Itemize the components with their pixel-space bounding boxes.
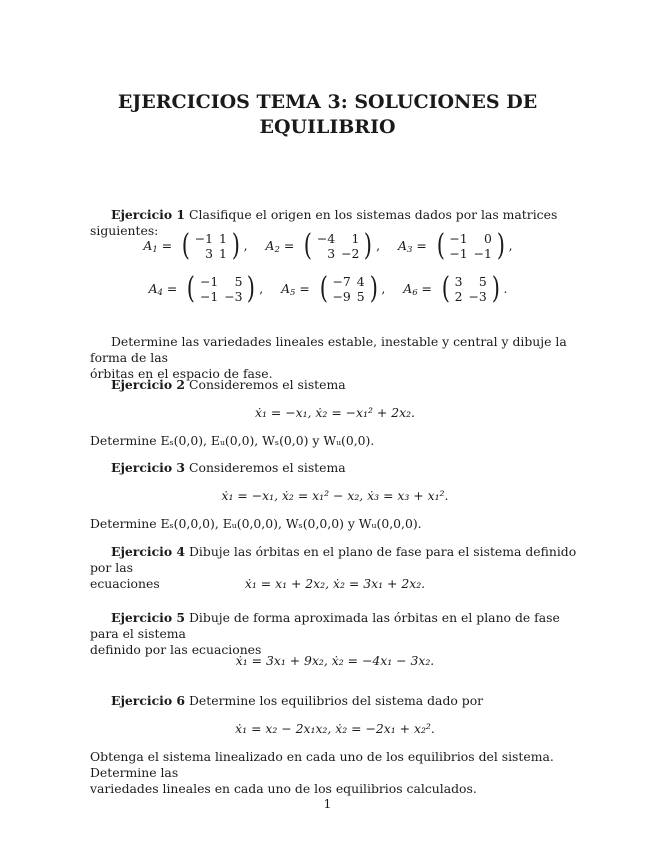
title-line-1: EJERCICIOS TEMA 3: SOLUCIONES DE (117, 91, 538, 113)
exercise-3-determine: Determine Eₛ(0,0,0), Eᵤ(0,0,0), Wₛ(0,0,0) y Wᵤ(0,0,0). (90, 516, 422, 531)
exercise-3-intro: Ejercicio 3 Consideremos el sistema (111, 460, 346, 475)
exercise-3-system: ẋ₁ = −x₁, ẋ₂ = x₁² − x₂, ẋ₃ = x₃ + x₁². (221, 488, 449, 503)
exercise-1-task: Determine las variedades lineales estable, inestable y central y dibuje la forma de las órbitas en el espacio de fase. (90, 334, 567, 381)
matrix-A4: $A_4$ = ( −1 5 −1 −3 ) , (148, 271, 264, 306)
title-line-2: EQUILIBRIO (259, 116, 396, 138)
exercise-2-determine: Determine Eₛ(0,0), Eᵤ(0,0), Wₛ(0,0) y Wᵤ(0,0). (90, 433, 375, 448)
matrix-row-1 (90, 228, 580, 263)
exercise-2-intro: Ejercicio 2 Consideremos el sistema (111, 377, 346, 392)
exercise-2-system: ẋ₁ = −x₁, ẋ₂ = −x₁² + 2x₂. (255, 405, 415, 420)
exercise-2-label: Ejercicio 2 (111, 377, 186, 392)
exercise-5-label: Ejercicio 5 (111, 610, 186, 625)
exercise-3-label: Ejercicio 3 (111, 460, 186, 475)
matrix-A1: $A_1$ = ( −1 1 3 1 ) , (143, 228, 248, 263)
exercise-5-system: ẋ₁ = 3x₁ + 9x₂, ẋ₂ = −4x₁ − 3x₂. (235, 653, 435, 668)
exercise-1-label: Ejercicio 1 (111, 207, 186, 222)
matrix-A2: $A_2$ = ( −4 1 3 −2 ) , (265, 228, 381, 263)
exercise-6-label: Ejercicio 6 (111, 693, 186, 708)
exercise-6-task: Obtenga el sistema linealizado en cada uno de los equilibrios del sistema. Determine las variedades lineales en cada uno de los equilibrios calculados. (90, 749, 554, 796)
matrix-A5: $A_5$ = ( −7 4 −9 5 ) , (281, 271, 386, 306)
exercise-5-intro: Ejercicio 5 Dibuje de forma aproximada las órbitas en el plano de fase para el sistema definido por las ecuaciones (90, 610, 560, 657)
exercise-4-intro: Ejercicio 4 Dibuje las órbitas en el plano de fase para el sistema definido por las ecuaciones (90, 544, 577, 591)
page-number: 1 (323, 796, 332, 811)
exercise-4-system: ẋ₁ = x₁ + 2x₂, ẋ₂ = 3x₁ + 2x₂. (244, 576, 426, 591)
matrix-A6: $A_6$ = ( 3 5 2 −3 ) . (403, 271, 508, 306)
exercise-6-system: ẋ₁ = x₂ − 2x₁x₂, ẋ₂ = −2x₁ + x₂². (235, 721, 435, 736)
exercise-4-label: Ejercicio 4 (111, 544, 186, 559)
exercise-6-intro: Ejercicio 6 Determine los equilibrios del sistema dado por (111, 693, 484, 708)
matrix-row-2 (90, 271, 580, 306)
exercise-1-text: Clasifique el origen en los sistemas dados por las matrices siguientes: (90, 207, 558, 238)
matrix-A3: $A_3$ = ( −1 0 −1 −1 ) , (398, 228, 513, 263)
page-title (60, 90, 595, 140)
